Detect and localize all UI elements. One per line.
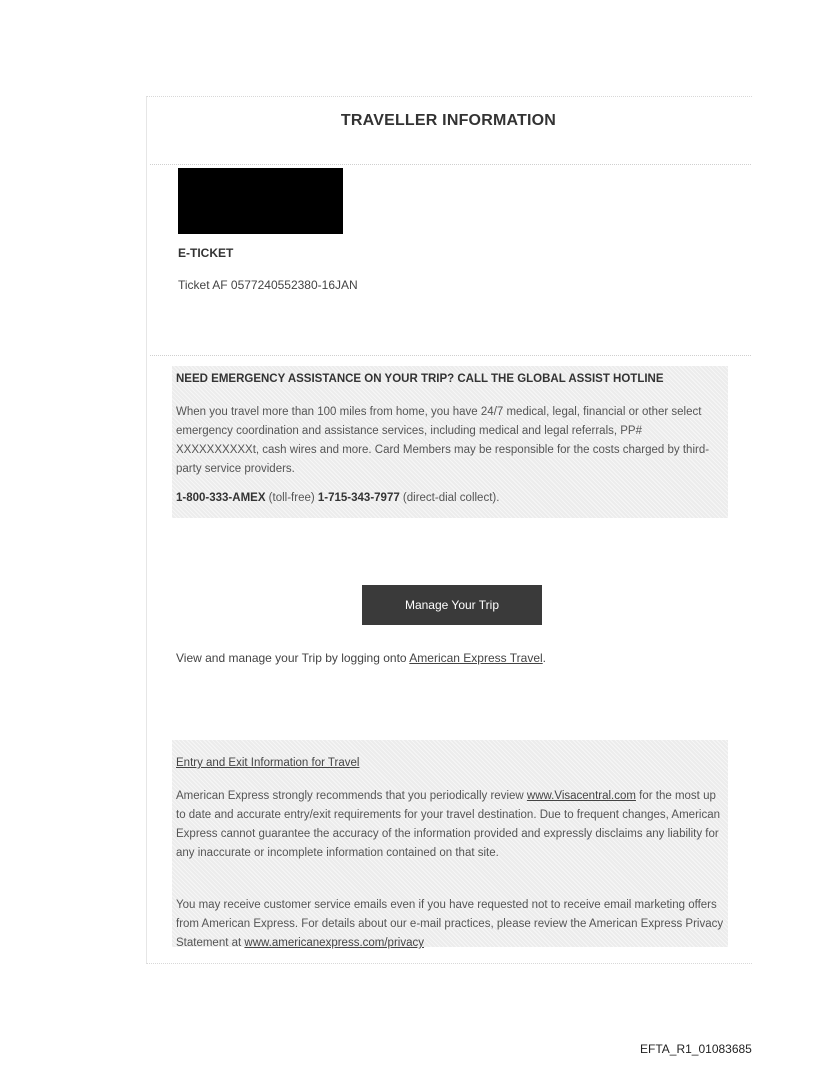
privacy-text: You may receive customer service emails even if you have requested not to receive email marketing offers from American Express. For details about our e-mail practices, please review the American Express Privacy Statement at bbox=[176, 899, 724, 949]
entry-exit-text-part1: American Express strongly recommends that you periodically review bbox=[176, 790, 527, 802]
visacentral-link[interactable]: www.Visacentral.com bbox=[526, 790, 636, 802]
manage-trip-instructions bbox=[176, 651, 546, 665]
emergency-heading: NEED EMERGENCY ASSISTANCE ON YOUR TRIP? CALL THE GLOBAL ASSIST HOTLINE bbox=[176, 373, 664, 385]
eticket-label: E-TICKET bbox=[178, 246, 234, 260]
manage-text-prefix: View and manage your Trip by logging onto bbox=[176, 651, 410, 665]
direct-dial-note: (direct-dial collect). bbox=[399, 492, 500, 504]
section-divider-middle bbox=[150, 355, 751, 356]
entry-exit-description bbox=[176, 787, 728, 863]
privacy-notice bbox=[176, 896, 728, 953]
manage-your-trip-button[interactable]: Manage Your Trip bbox=[362, 585, 542, 625]
hotline-numbers bbox=[176, 492, 499, 504]
document-id: EFTA_R1_01083685 bbox=[640, 1042, 752, 1056]
american-express-travel-link[interactable]: American Express Travel bbox=[409, 651, 543, 665]
entry-exit-information-link[interactable]: Entry and Exit Information for Travel bbox=[176, 757, 360, 769]
redacted-block bbox=[178, 168, 343, 234]
section-divider-top bbox=[150, 164, 751, 165]
manage-text-suffix: . bbox=[542, 651, 547, 665]
emergency-description: When you travel more than 100 miles from home, you have 24/7 medical, legal, financial or other select emergency coordination and assistance services, including medical and legal referrals, PP# XXXXXXXXXXt, cash wires and more. Card Members may be responsible for the costs charged by third-party service providers. bbox=[176, 406, 710, 475]
direct-dial-phone-number: 1-715-343-7977 bbox=[317, 492, 400, 504]
privacy-statement-link[interactable]: www.americanexpress.com/privacy bbox=[244, 937, 424, 949]
entry-exit-text-part2: for the most up to date and accurate entry/exit requirements for your travel destination. Due to frequent changes, American Express cannot guarantee the accuracy of the information provided and expressly disclaims any liability for any inaccurate or incomplete information contained on that site. bbox=[176, 790, 720, 859]
page-title: TRAVELLER INFORMATION bbox=[340, 112, 557, 129]
tollfree-phone-number: 1-800-333-AMEX bbox=[176, 492, 266, 504]
tollfree-note: (toll-free) bbox=[265, 492, 318, 504]
ticket-number: Ticket AF 0577240552380-16JAN bbox=[178, 278, 358, 292]
